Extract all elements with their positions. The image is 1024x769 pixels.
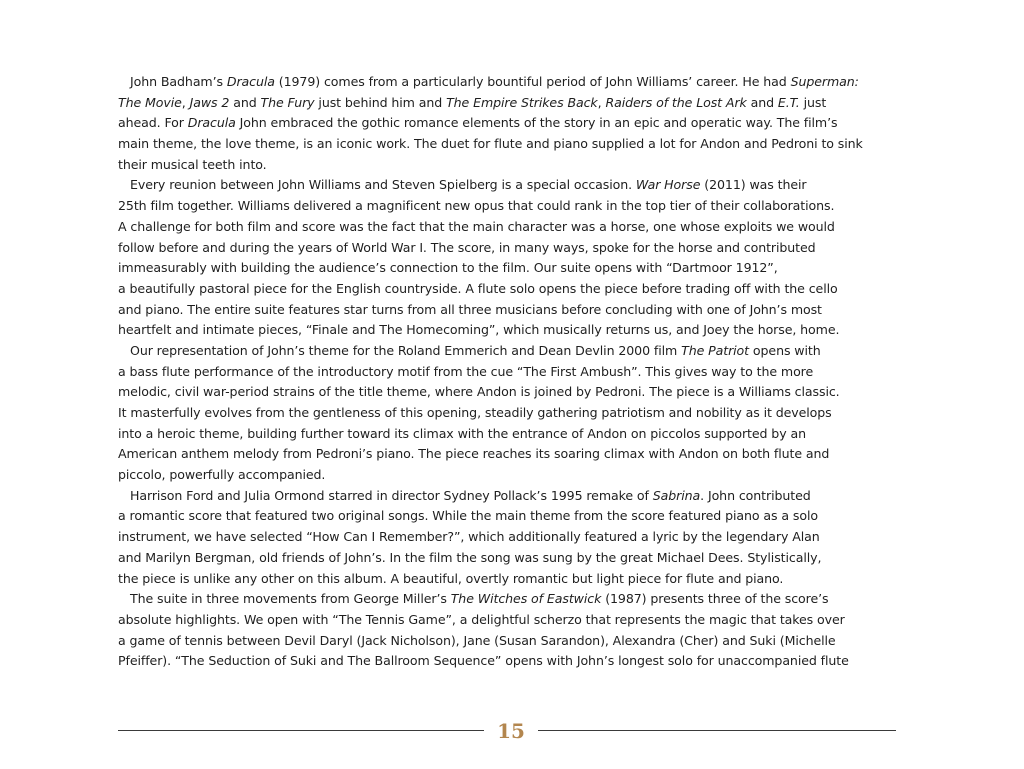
text-run: the piece is unlike any other on this album. A beautiful, overtly romantic but light piece for flute and piano. xyxy=(118,570,784,586)
text-line xyxy=(118,113,908,134)
text-line xyxy=(118,196,908,217)
text-run: and xyxy=(229,94,261,110)
italic-title-run: Dracula xyxy=(187,115,236,131)
text-line xyxy=(118,217,908,238)
italic-title-run: War Horse xyxy=(635,177,701,193)
text-line xyxy=(118,300,908,321)
text-line xyxy=(118,486,908,507)
text-run: American anthem melody from Pedroni’s piano. The piece reaches its soaring climax with Andon on both flute and xyxy=(118,446,830,462)
footer-rule-right xyxy=(538,730,896,731)
text-run: a romantic score that featured two original songs. While the main theme from the score featured piano as a solo xyxy=(118,508,818,524)
text-run: follow before and during the years of World War I. The score, in many ways, spoke for the horse and contributed xyxy=(118,239,816,255)
text-line xyxy=(118,527,908,548)
text-run: and piano. The entire suite features star turns from all three musicians before concluding with one of John’s most xyxy=(118,301,822,317)
text-line xyxy=(118,155,908,176)
paragraph xyxy=(118,589,908,672)
text-line xyxy=(118,320,908,341)
text-run: John Badham’s xyxy=(130,74,227,89)
italic-title-run: Sabrina xyxy=(652,487,701,503)
text-run: (2011) was their xyxy=(700,177,807,193)
text-run: The suite in three movements from George Miller’s xyxy=(130,591,451,607)
text-line xyxy=(118,610,908,631)
text-run: a game of tennis between Devil Daryl (Jack Nicholson), Jane (Susan Sarandon), Alexandra (Cher) and Suki (Michelle xyxy=(118,632,836,648)
text-line xyxy=(118,93,908,114)
text-run: Every reunion between John Williams and Steven Spielberg is a special occasion. xyxy=(130,177,636,193)
text-run: John embraced the gothic romance elements of the story in an epic and operatic way. The film’s xyxy=(235,115,838,131)
italic-title-run: The Empire Strikes Back xyxy=(446,94,598,110)
text-line xyxy=(118,465,908,486)
text-run: just xyxy=(799,94,827,110)
text-run: , xyxy=(181,94,190,110)
text-run: immeasurably with building the audience’s connection to the film. Our suite opens with “Dartmoor 1912”, xyxy=(118,260,778,276)
text-run: a bass flute performance of the introductory motif from the cue “The First Ambush”. This gives way to the more xyxy=(118,363,814,379)
text-line xyxy=(118,548,908,569)
text-line xyxy=(118,631,908,652)
paragraph xyxy=(118,72,908,175)
text-line xyxy=(118,651,908,672)
paragraph xyxy=(118,341,908,486)
footer-rule-left xyxy=(118,730,484,731)
text-run: 25th film together. Williams delivered a magnificent new opus that could rank in the top tier of their collaborations. xyxy=(118,198,835,214)
italic-title-run: Dracula xyxy=(226,74,275,89)
text-run: instrument, we have selected “How Can I Remember?”, which additionally featured a lyric by the legendary Alan xyxy=(118,529,820,545)
text-run: melodic, civil war-period strains of the title theme, where Andon is joined by Pedroni. The piece is a Williams classic. xyxy=(118,384,840,400)
text-run: It masterfully evolves from the gentleness of this opening, steadily gathering patriotism and nobility as it develops xyxy=(118,405,832,420)
text-line xyxy=(118,134,908,155)
text-line xyxy=(118,362,908,383)
text-run: opens with xyxy=(749,342,821,358)
text-run: their musical teeth into. xyxy=(118,156,267,172)
italic-title-run: The Patriot xyxy=(681,342,750,358)
text-run: Pfeiffer). “The Seduction of Suki and The Ballroom Sequence” opens with John’s longest solo for unaccompanied flute xyxy=(118,653,849,669)
text-line xyxy=(118,403,908,424)
text-run: ahead. For xyxy=(118,115,188,131)
text-run: , xyxy=(597,94,606,110)
text-run: (1979) comes from a particularly bountiful period of John Williams’ career. He had xyxy=(274,74,791,89)
text-line xyxy=(118,341,908,362)
page-number: 15 xyxy=(497,719,525,743)
text-line xyxy=(118,569,908,590)
text-line xyxy=(118,589,908,610)
paragraph xyxy=(118,175,908,341)
text-line xyxy=(118,258,908,279)
italic-title-run: Raiders of the Lost Ark xyxy=(605,94,747,110)
page-footer xyxy=(118,718,896,744)
text-run: into a heroic theme, building further toward its climax with the entrance of Andon on piccolos supported by an xyxy=(118,425,806,441)
text-run: a beautifully pastoral piece for the English countryside. A flute solo opens the piece before trading off with the cello xyxy=(118,280,838,296)
paragraph xyxy=(118,486,908,589)
text-run: (1987) presents three of the score’s xyxy=(601,591,829,607)
text-line xyxy=(118,279,908,300)
italic-title-run: E.T. xyxy=(777,94,800,110)
text-line xyxy=(118,506,908,527)
italic-title-run: The Fury xyxy=(260,94,315,110)
text-line xyxy=(118,382,908,403)
italic-title-run: Jaws 2 xyxy=(189,94,230,110)
text-line xyxy=(118,175,908,196)
italic-title-run: Superman: xyxy=(790,74,859,89)
text-run: and xyxy=(746,94,778,110)
text-run: Our representation of John’s theme for the Roland Emmerich and Dean Devlin 2000 film xyxy=(130,342,682,358)
text-run: Harrison Ford and Julia Ormond starred in director Sydney Pollack’s 1995 remake of xyxy=(130,487,653,503)
text-run: A challenge for both film and score was the fact that the main character was a horse, one whose exploits we would xyxy=(118,218,835,234)
text-line xyxy=(118,424,908,445)
text-run: and Marilyn Bergman, old friends of John’s. In the film the song was sung by the great Michael Dees. Stylistically, xyxy=(118,549,822,565)
text-run: absolute highlights. We open with “The Tennis Game”, a delightful scherzo that represents the magic that takes over xyxy=(118,611,845,627)
text-line xyxy=(118,72,908,93)
text-run: piccolo, powerfully accompanied. xyxy=(118,467,326,483)
text-run: . John contributed xyxy=(700,487,811,503)
italic-title-run: The Movie xyxy=(118,94,182,110)
text-run: just behind him and xyxy=(314,94,447,110)
text-line xyxy=(118,238,908,259)
text-run: heartfelt and intimate pieces, “Finale and The Homecoming”, which musically returns us, and Joey the horse, home. xyxy=(118,322,840,338)
body-text xyxy=(118,72,908,672)
text-line xyxy=(118,444,908,465)
text-run: main theme, the love theme, is an iconic work. The duet for flute and piano supplied a lot for Andon and Pedroni to sink xyxy=(118,136,863,152)
italic-title-run: The Witches of Eastwick xyxy=(450,591,602,607)
